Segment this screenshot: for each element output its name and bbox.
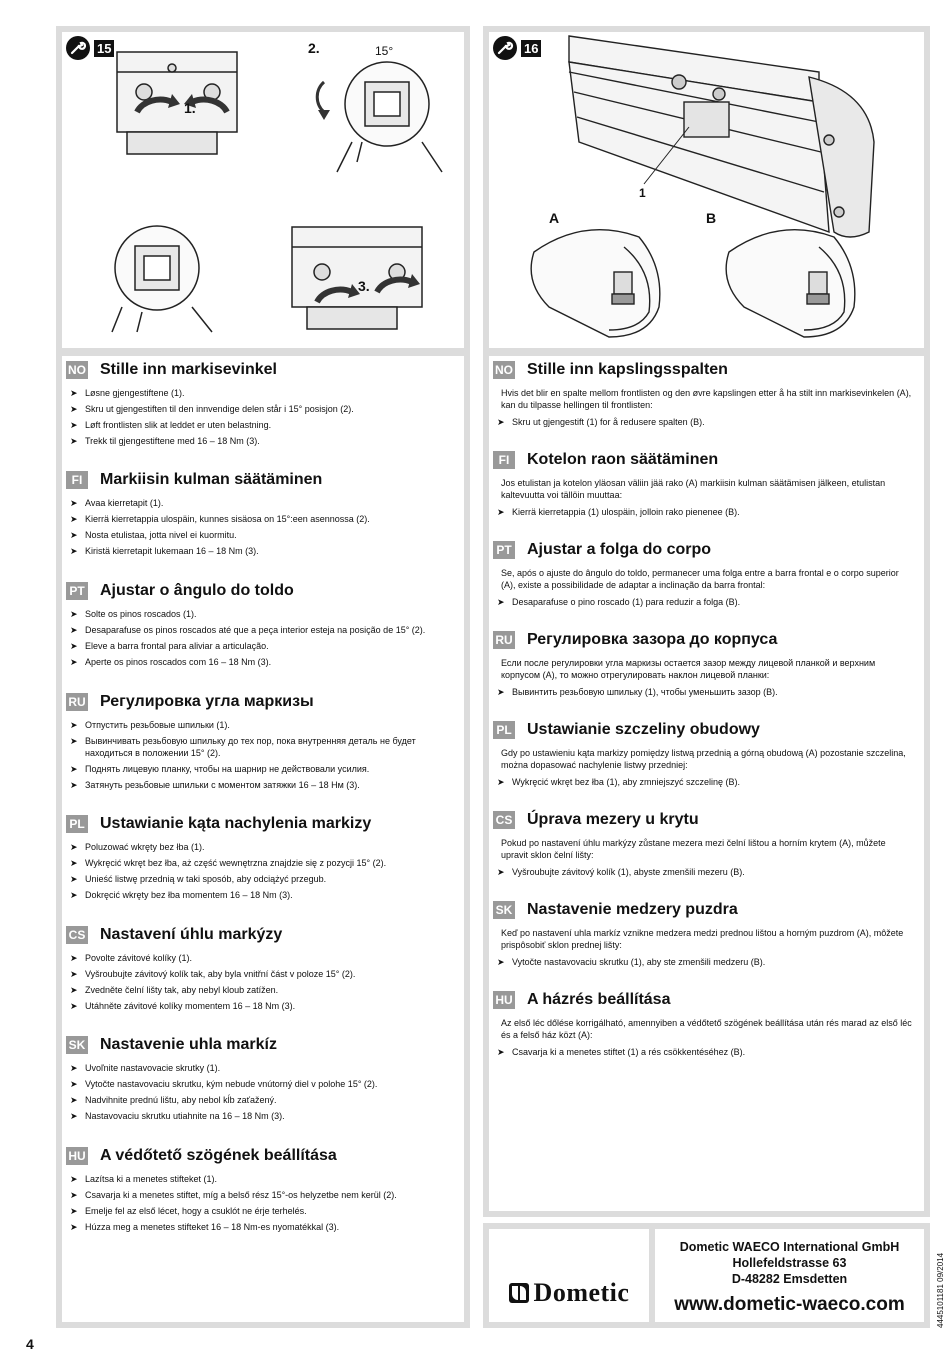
section-cs <box>489 810 924 882</box>
step-item: ➤ Nosta etulistaa, jotta nivel ei kuormitu. <box>70 530 237 540</box>
step-item: ➤ Wykręcić wkręt bez łba, aż część wewnętrzna znajdzie się z pozycji 15° (2). <box>70 858 387 868</box>
language-badge: HU <box>493 991 515 1009</box>
step-item: ➤ Húzza meg a menetes stifteket 16 – 18 Nm-es nyomatékkal (3). <box>70 1222 340 1232</box>
language-badge: PL <box>493 721 515 739</box>
step-item: ➤ Desaparafuse os pinos roscados até que a peça interior esteja na posição de 15° (2). <box>70 625 426 635</box>
step-item: ➤ Emelje fel az első lécet, hogy a csuklót ne érje terhelés. <box>70 1206 307 1216</box>
arrow-icon: ➤ <box>70 858 78 868</box>
arrow-icon: ➤ <box>70 1206 78 1216</box>
street: Hollefeldstrasse 63 <box>732 1256 847 1270</box>
arrow-icon: ➤ <box>70 530 78 540</box>
section-no <box>489 360 924 432</box>
logo-box <box>489 1229 649 1322</box>
section-title: Kotelon raon säätäminen <box>527 451 719 468</box>
step-item: ➤ Затянуть резьбовые шпильки с моментом затяжки 16 – 18 Нм (3). <box>70 780 360 790</box>
section-sk <box>62 1035 464 1126</box>
step-item: ➤ Wykręcić wkręt bez łba (1), aby zmniejszyć szczelinę (B). <box>497 777 740 787</box>
arrow-icon: ➤ <box>70 842 78 852</box>
step-list <box>497 776 914 788</box>
section-cs <box>62 925 464 1016</box>
page-number: 4 <box>26 1336 34 1352</box>
arrow-icon: ➤ <box>70 720 78 730</box>
label-a: A <box>549 210 560 226</box>
arrow-icon: ➤ <box>70 1222 78 1232</box>
step-item: ➤ Eleve a barra frontal para aliviar a articulação. <box>70 641 269 651</box>
arrow-icon: ➤ <box>70 969 78 979</box>
language-badge: NO <box>68 363 86 377</box>
step-item: ➤ Povolte závitové kolíky (1). <box>70 953 193 963</box>
figure-number: 16 <box>521 40 541 57</box>
company-address <box>655 1239 924 1287</box>
step-item: ➤ Csavarja ki a menetes stiftet, míg a belső rész 15°-os helyzetbe nem kerül (2). <box>70 1190 397 1200</box>
section-title: Ustawianie szczeliny obudowy <box>527 721 760 738</box>
step-list <box>70 1173 454 1233</box>
step-item: ➤ Nadvihnite prednú lištu, aby nebol kĺb zaťažený. <box>70 1095 277 1105</box>
arrow-icon: ➤ <box>70 764 78 774</box>
section-intro: Если после регулировки угла маркизы остается зазор между лицевой планкой и верхним корпусом (A), то можно отрегулировать наклон лицевой планки: <box>501 658 876 680</box>
step-item: ➤ Skru ut gjengestift (1) for å redusere spalten (B). <box>497 417 705 427</box>
step-list <box>497 956 914 968</box>
step-item: ➤ Skru ut gjengestiften til den innvendige delen står i 15° posisjon (2). <box>70 404 354 414</box>
arrow-icon: ➤ <box>497 417 505 427</box>
section-no <box>62 360 464 451</box>
step-item: ➤ Отпустить резьбовые шпильки (1). <box>70 720 230 730</box>
figure-number: 15 <box>94 40 114 57</box>
arrow-icon: ➤ <box>70 1095 78 1105</box>
step-list <box>497 686 914 698</box>
language-badge: PT <box>66 582 88 600</box>
website-link[interactable]: www.dometic-waeco.com <box>674 1294 905 1315</box>
arrow-icon: ➤ <box>497 687 505 697</box>
arrow-icon: ➤ <box>70 985 78 995</box>
language-badge: RU <box>66 693 88 711</box>
step-item: ➤ Поднять лицевую планку, чтобы на шарнир не действовали усилия. <box>70 764 370 774</box>
step-item: ➤ Trekk til gjengestiftene med 16 – 18 Nm (3). <box>70 436 260 446</box>
step-list <box>70 1062 454 1122</box>
section-title: Nastavenie uhla markíz <box>100 1036 277 1053</box>
section-title: A védőtető szögének beállítása <box>100 1147 337 1164</box>
step-item: ➤ Kierrä kierretappia ulospäin, kunnes sisäosa on 15°:een asennossa (2). <box>70 514 370 524</box>
arrow-icon: ➤ <box>70 1190 78 1200</box>
arrow-icon: ➤ <box>70 498 78 508</box>
section-title: Stille inn markisevinkel <box>100 361 277 378</box>
section-title: Stille inn kapslingsspalten <box>527 361 728 378</box>
angle-adjust-illustration <box>62 32 464 348</box>
language-badge: NO <box>495 363 513 377</box>
step-item: ➤ Unieść listwę przednią w taki sposób, aby odciążyć przegub. <box>70 874 327 884</box>
arrow-icon: ➤ <box>70 436 78 446</box>
section-title: Ajustar o ângulo do toldo <box>100 582 294 599</box>
arrow-icon: ➤ <box>70 404 78 414</box>
address-box <box>655 1229 924 1322</box>
city: D-48282 Emsdetten <box>731 1272 848 1286</box>
arrow-icon: ➤ <box>497 957 505 967</box>
step-item: ➤ Kierrä kierretappia (1) ulospäin, jolloin rako pienenee (B). <box>497 507 740 517</box>
right-text-panel <box>489 356 924 1211</box>
arrow-icon: ➤ <box>70 420 78 430</box>
arrow-icon: ➤ <box>70 890 78 900</box>
arrow-icon: ➤ <box>70 874 78 884</box>
step-list <box>70 841 454 901</box>
section-intro: Keď po nastavení uhla markíz vznikne medzera medzi prednou lištou a horným puzdrom (A), môžete prispôsobiť sklon prednej lišty: <box>501 928 904 950</box>
logo-text: Dometic <box>533 1278 630 1307</box>
step-item: ➤ Csavarja ki a menetes stiftet (1) a rés csökkentéséhez (B). <box>497 1047 746 1057</box>
step-item: ➤ Avaa kierretapit (1). <box>70 498 164 508</box>
section-title: Ajustar a folga do corpo <box>527 541 712 558</box>
step-list <box>70 719 454 791</box>
arrow-icon: ➤ <box>70 609 78 619</box>
section-sk <box>489 900 924 972</box>
arrow-icon: ➤ <box>70 1079 78 1089</box>
step-item: ➤ Vyšroubujte závitový kolík (1), abyste zmenšili mezeru (B). <box>497 867 745 877</box>
arrow-icon: ➤ <box>70 1063 78 1073</box>
right-column <box>483 26 930 1217</box>
arrow-icon: ➤ <box>70 780 78 790</box>
section-hu <box>489 990 924 1062</box>
step-list <box>70 952 454 1012</box>
step-item: ➤ Вывинтить резьбовую шпильку (1), чтобы уменьшить зазор (B). <box>497 687 778 697</box>
left-column <box>56 26 470 1328</box>
step-item: ➤ Vytočte nastavovaciu skrutku (1), aby ste zmenšili medzeru (B). <box>497 957 766 967</box>
step-item: ➤ Вывинчивать резьбовую шпильку до тех пор, пока внутренняя деталь не будет находиться в положении 15° (2). <box>70 736 416 758</box>
gap-adjust-illustration <box>489 32 924 348</box>
section-title: Úprava mezery u krytu <box>527 811 699 828</box>
step-list <box>497 596 914 608</box>
step-2-label: 2. <box>308 40 320 56</box>
arrow-icon: ➤ <box>70 1111 78 1121</box>
arrow-icon: ➤ <box>70 657 78 667</box>
language-badge: SK <box>493 901 515 919</box>
part-1-label: 1 <box>639 186 646 200</box>
step-item: ➤ Utáhněte závitové kolíky momentem 16 – 18 Nm (3). <box>70 1001 296 1011</box>
arrow-icon: ➤ <box>497 507 505 517</box>
step-item: ➤ Vytočte nastavovaciu skrutku, kým nebude vnútorný diel v polohe 15° (2). <box>70 1079 378 1089</box>
company-name: Dometic WAECO International GmbH <box>679 1240 900 1254</box>
arrow-icon: ➤ <box>70 625 78 635</box>
arrow-icon: ➤ <box>70 1174 78 1184</box>
section-title: Регулировка зазора до корпуса <box>527 631 778 648</box>
step-item: ➤ Solte os pinos roscados (1). <box>70 609 197 619</box>
step-item: ➤ Vyšroubujte závitový kolík tak, aby byla vnitřní část v poloze 15° (2). <box>70 969 356 979</box>
language-badge: SK <box>66 1036 88 1054</box>
left-text-panel <box>62 356 464 1322</box>
arrow-icon: ➤ <box>70 514 78 524</box>
arrow-icon: ➤ <box>497 867 505 877</box>
arrow-icon: ➤ <box>497 1047 505 1057</box>
section-ru <box>489 630 924 702</box>
arrow-icon: ➤ <box>70 546 78 556</box>
step-item: ➤ Uvoľnite nastavovacie skrutky (1). <box>70 1063 221 1073</box>
arrow-icon: ➤ <box>70 1001 78 1011</box>
language-badge: CS <box>493 811 515 829</box>
language-badge: CS <box>66 926 88 944</box>
arrow-icon: ➤ <box>70 953 78 963</box>
step-item: ➤ Dokręcić wkręty bez łba momentem 16 – 18 Nm (3). <box>70 890 293 900</box>
step-list <box>70 608 454 668</box>
step-1-label: 1. <box>184 100 196 116</box>
step-item: ➤ Lazítsa ki a menetes stifteket (1). <box>70 1174 218 1184</box>
step-3-label: 3. <box>358 278 370 294</box>
language-badge: PT <box>493 541 515 559</box>
arrow-icon: ➤ <box>497 777 505 787</box>
language-badge: HU <box>66 1147 88 1165</box>
section-intro: Se, após o ajuste do ângulo do toldo, permanecer uma folga entre a barra frontal e o corpo superior (A), existe a possibilidade de adaptar a inclinação da barra frontal: <box>501 568 899 590</box>
section-title: Ustawianie kąta nachylenia markizy <box>100 815 372 832</box>
step-item: ➤ Nastavovaciu skrutku utiahnite na 16 – 18 Nm (3). <box>70 1111 285 1121</box>
arrow-icon: ➤ <box>70 388 78 398</box>
section-ru <box>62 692 464 795</box>
section-intro: Pokud po nastavení úhlu markýzy zůstane mezera mezi čelní lištou a horním krytem (A), můžete upravit sklon čelní lišty: <box>501 838 886 860</box>
section-hu <box>62 1146 464 1237</box>
step-item: ➤ Løsne gjengestiftene (1). <box>70 388 185 398</box>
arrow-icon: ➤ <box>70 736 78 746</box>
language-badge: RU <box>493 631 515 649</box>
section-pt <box>62 581 464 672</box>
angle-label: 15° <box>375 44 394 58</box>
section-title: Nastavenie medzery puzdra <box>527 901 738 918</box>
section-fi <box>62 470 464 561</box>
language-badge: PL <box>66 815 88 833</box>
step-list <box>70 387 454 447</box>
step-list <box>70 497 454 557</box>
dometic-logo <box>509 1278 630 1308</box>
section-title: Nastavení úhlu markýzy <box>100 926 283 943</box>
arrow-icon: ➤ <box>70 641 78 651</box>
section-pt <box>489 540 924 612</box>
arrow-icon: ➤ <box>497 597 505 607</box>
step-list <box>497 1046 914 1058</box>
step-list <box>497 506 914 518</box>
step-item: ➤ Løft frontlisten slik at leddet er uten belastning. <box>70 420 272 430</box>
document-number: 4445101181 09/2014 <box>936 1252 945 1328</box>
figure-15 <box>62 32 464 348</box>
step-item: ➤ Poluzować wkręty bez łba (1). <box>70 842 205 852</box>
step-item: ➤ Kiristä kierretapit lukemaan 16 – 18 Nm (3). <box>70 546 259 556</box>
language-badge: FI <box>66 471 88 489</box>
section-intro: Hvis det blir en spalte mellom frontlisten og den øvre kapslingen etter å ha stilt inn markisevinkelen (A), kan du tilpasse hellingen til frontlisten: <box>501 388 912 410</box>
label-b: B <box>706 210 717 226</box>
step-item: ➤ Zvedněte čelní lišty tak, aby nebyl kloub zatížen. <box>70 985 279 995</box>
step-list <box>497 866 914 878</box>
section-title: Markiisin kulman säätäminen <box>100 471 323 488</box>
step-list <box>497 416 914 428</box>
dometic-logo-icon <box>509 1283 529 1303</box>
step-item: ➤ Desaparafuse o pino roscado (1) para reduzir a folga (B). <box>497 597 741 607</box>
section-title: Регулировка угла маркизы <box>100 693 314 710</box>
section-title: A házrés beállítása <box>527 991 671 1008</box>
section-intro: Gdy po ustawieniu kąta markizy pomiędzy listwą przednią a górną obudową (A) pozostanie szczelina, można dopasować nachylenie listwy przedniej: <box>501 748 906 770</box>
section-pl <box>62 814 464 905</box>
language-badge: FI <box>493 451 515 469</box>
section-intro: Jos etulistan ja kotelon yläosan väliin jää rako (A) markiisin kulman säätämisen jälkeen, etulistan kaltevuutta voi tällöin muuttaa: <box>501 478 886 500</box>
company-footer <box>483 1223 930 1328</box>
step-item: ➤ Aperte os pinos roscados com 16 – 18 Nm (3). <box>70 657 272 667</box>
section-pl <box>489 720 924 792</box>
figure-16 <box>489 32 924 348</box>
section-fi <box>489 450 924 522</box>
section-intro: Az első léc dőlése korrigálható, amennyiben a védőtető szögének beállítása után rés marad az első léc és a felső ház közt (A): <box>501 1018 912 1040</box>
